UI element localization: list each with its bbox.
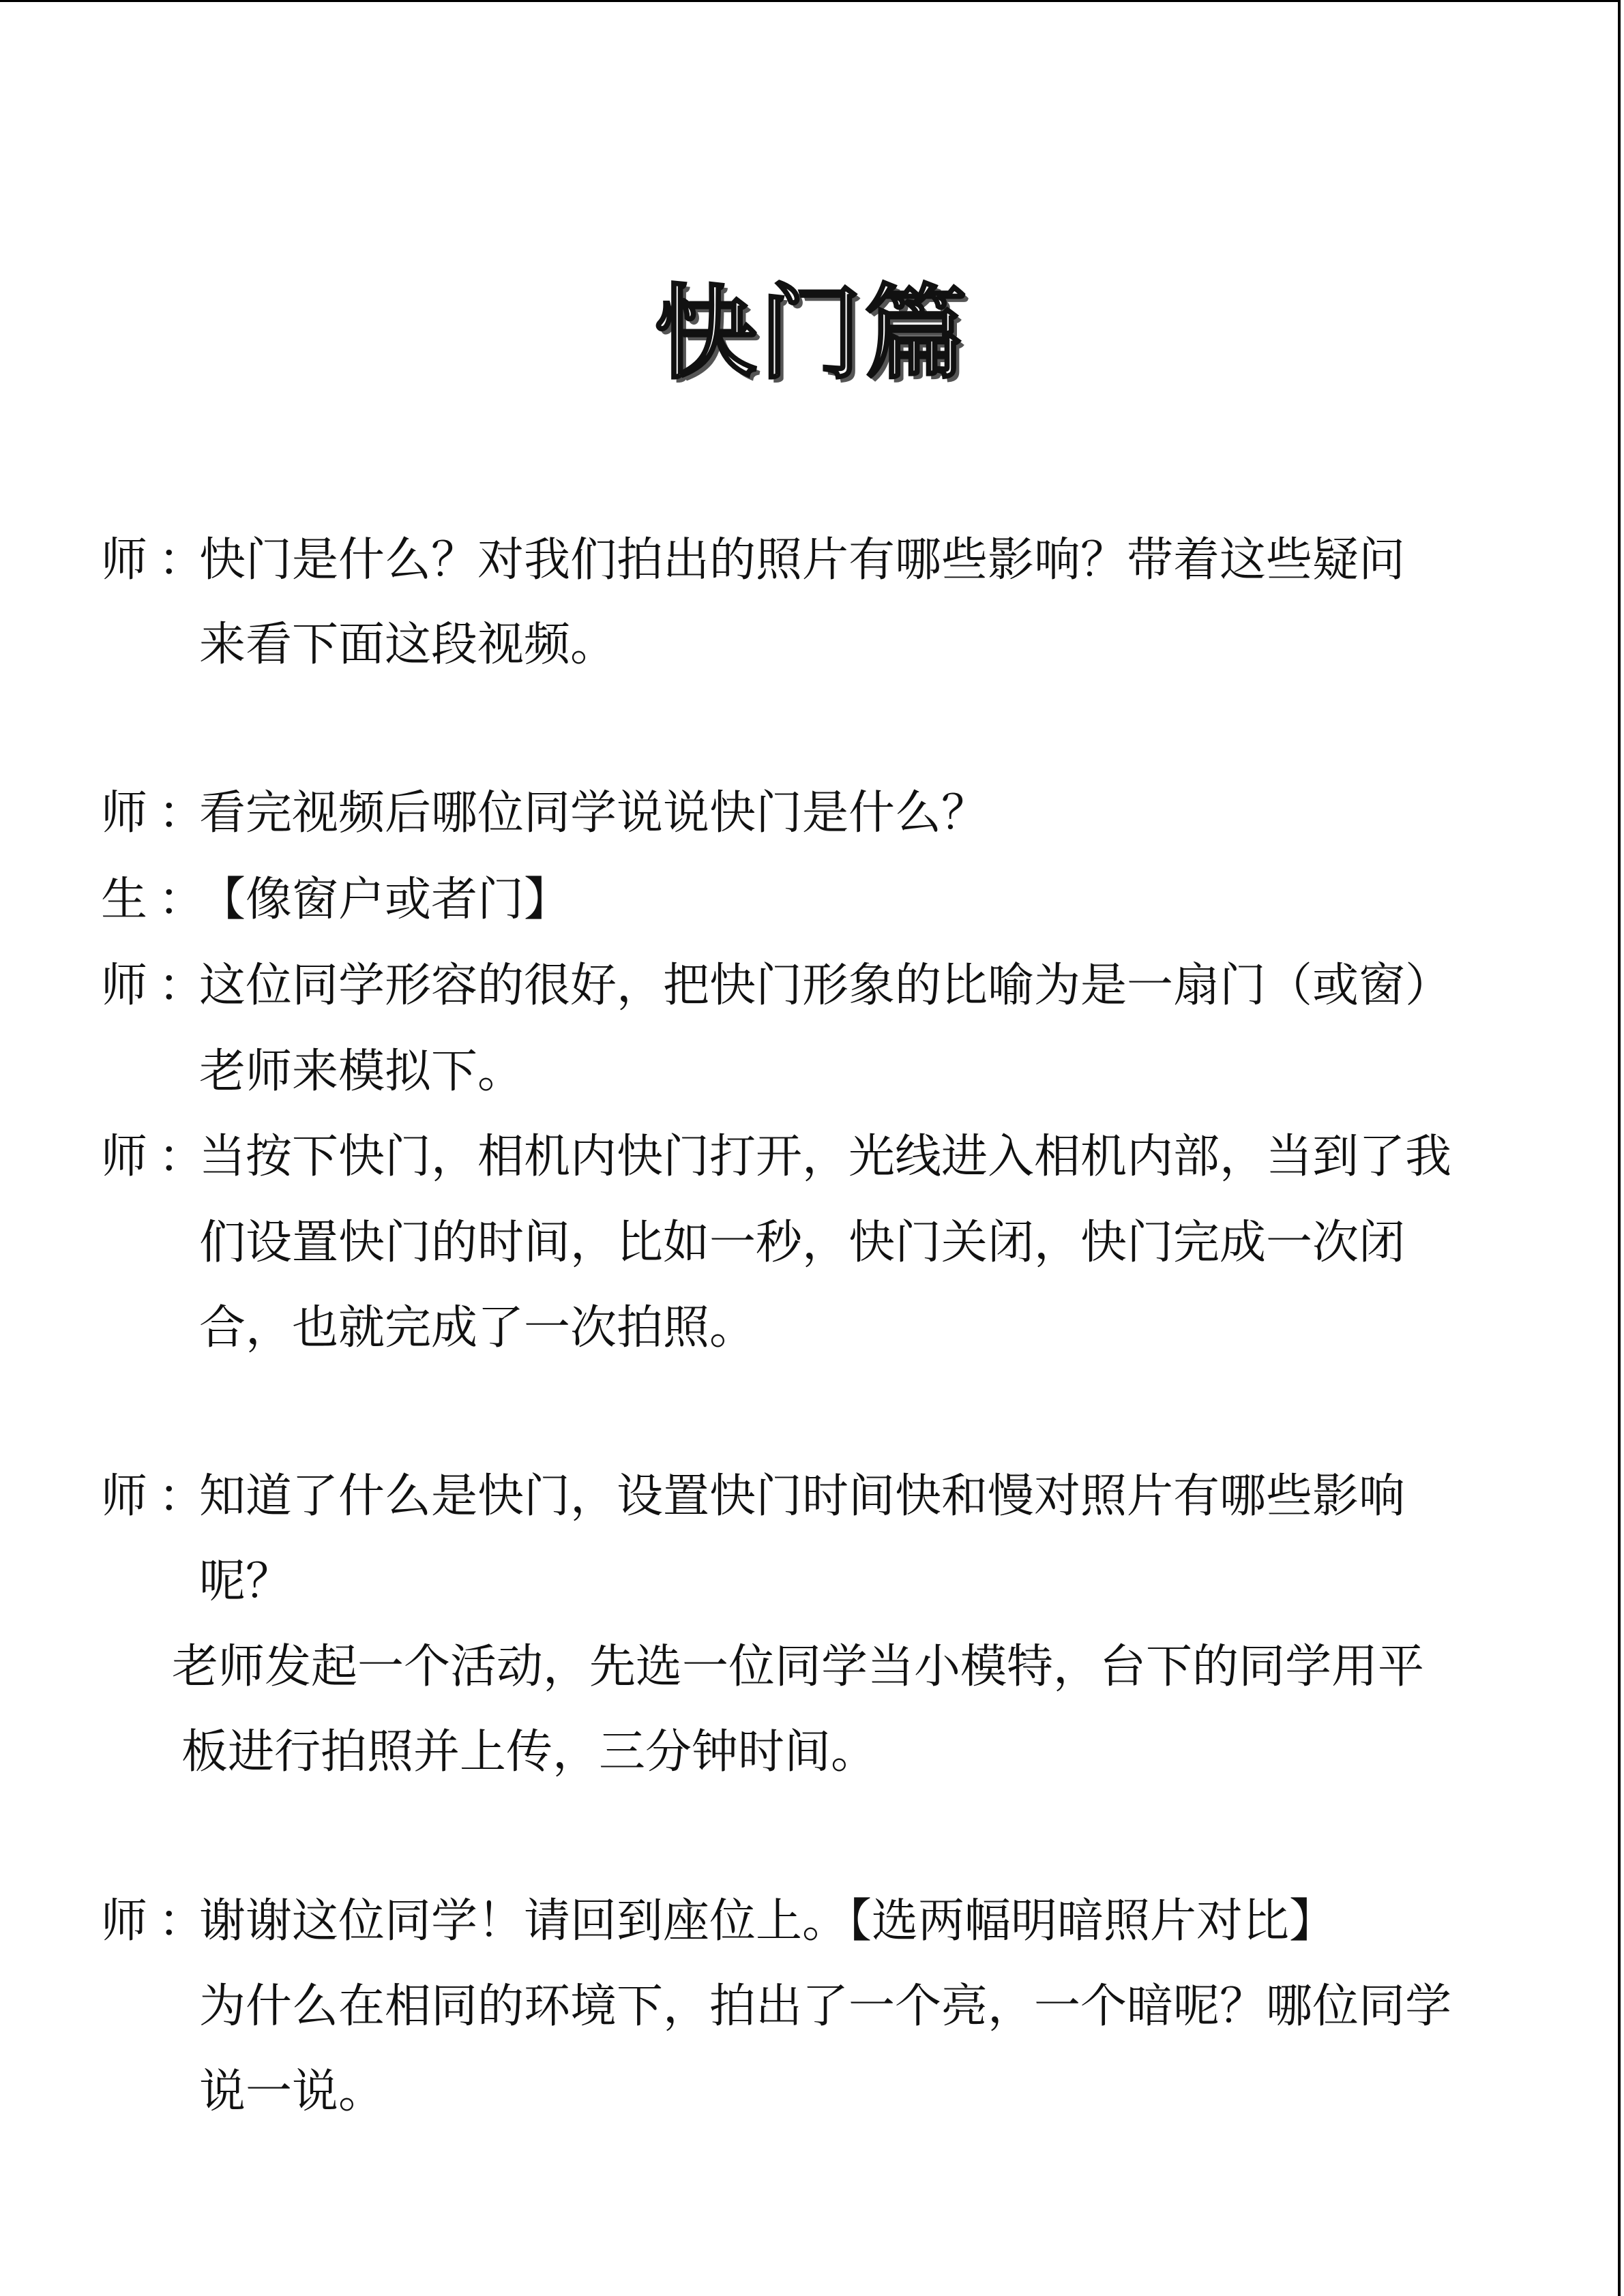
speaker-colon: ： (158, 1130, 205, 1184)
speaker-label: 师 (101, 786, 148, 840)
speaker-label: 师 (101, 959, 148, 1013)
speaker-label: 师 (101, 1894, 148, 1948)
speaker-label: 师 (101, 1470, 148, 1523)
dialogue-text: 这位同学形容的很好，把快门形象的比喻为是一扇门（或窗） (199, 959, 1452, 1013)
dialogue-text: 知道了什么是快门，设置快门时间快和慢对照片有哪些影响 (199, 1470, 1406, 1523)
speaker-colon: ： (158, 1470, 205, 1523)
activity-text: 板进行拍照并上传，三分钟时间。 (181, 1725, 878, 1779)
dialogue-text: 快门是什么？对我们拍出的照片有哪些影响？带着这些疑问 (199, 533, 1406, 587)
dialogue-text: 说一说。 (199, 2065, 385, 2119)
dialogue-text: 们设置快门的时间，比如一秒，快门关闭，快门完成一次闭 (199, 1216, 1406, 1270)
dialogue-text: 谢谢这位同学！请回到座位上。【选两幅明暗照片对比】 (199, 1894, 1336, 1948)
dialogue-text: 合，也就完成了一次拍照。 (199, 1301, 756, 1355)
speaker-colon: ： (158, 959, 205, 1013)
page-title: 快门篇 (654, 275, 970, 393)
speaker-colon: ： (158, 1894, 205, 1948)
dialogue-text: 当按下快门，相机内快门打开，光线进入相机内部，当到了我 (199, 1130, 1452, 1184)
activity-text: 老师发起一个活动，先选一位同学当小模特，台下的同学用平 (172, 1640, 1425, 1694)
speaker-colon: ： (158, 873, 205, 927)
dialogue-text: 老师来模拟下。 (199, 1045, 525, 1099)
dialogue-text: 看完视频后哪位同学说说快门是什么？ (199, 786, 988, 840)
dialogue-text: 【像窗户或者门】 (199, 873, 571, 927)
dialogue-text: 来看下面这段视频。 (199, 618, 617, 672)
speaker-label: 师 (101, 533, 148, 587)
speaker-label: 师 (101, 1130, 148, 1184)
speaker-colon: ： (158, 786, 205, 840)
dialogue-text: 呢？ (199, 1555, 293, 1609)
speaker-colon: ： (158, 533, 205, 587)
speaker-label: 生 (101, 873, 148, 927)
dialogue-text: 为什么在相同的环境下，拍出了一个亮，一个暗呢？哪位同学 (199, 1980, 1452, 2033)
